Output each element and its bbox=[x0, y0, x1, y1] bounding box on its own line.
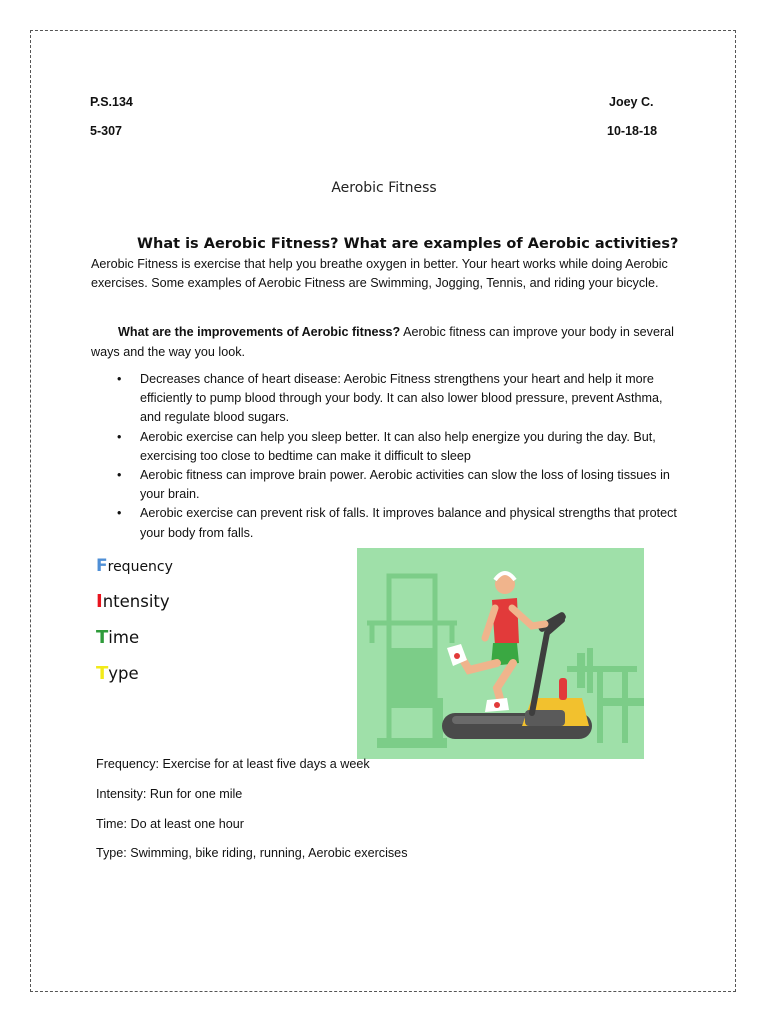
runner-on-treadmill-icon bbox=[357, 548, 644, 759]
list-item-text: Aerobic exercise can prevent risk of falls. It improves balance and physical strengths that protect your body from falls. bbox=[140, 506, 677, 540]
bullet-icon: • bbox=[117, 429, 122, 444]
date-label: 10-18-18 bbox=[607, 124, 658, 138]
q2-heading: What are the improvements of Aerobic fitness? bbox=[118, 325, 401, 339]
list-item-text: Decreases chance of heart disease: Aerobic Fitness strengthens your heart and help it more efficiently to pump blood through your body. It can also lower blood pressure, prevent Asthma, and regulate blood sugars. bbox=[140, 372, 663, 425]
fitt-frequency bbox=[96, 556, 173, 576]
list-item-text: Aerobic fitness can improve brain power. Aerobic activities can slow the loss of losing tissues in your brain. bbox=[140, 468, 670, 502]
school-label: P.S.134 bbox=[90, 95, 133, 109]
list-item bbox=[91, 428, 681, 466]
fitt-word: requency bbox=[107, 559, 173, 575]
fitt-time bbox=[96, 627, 139, 648]
q2-answer: Aerobic fitness can improve your body in several ways and the way you look. bbox=[91, 325, 674, 359]
detail-type: Type: Swimming, bike riding, running, Aerobic exercises bbox=[96, 846, 408, 860]
detail-frequency: Frequency: Exercise for at least five days a week bbox=[96, 757, 370, 771]
treadmill-illustration bbox=[357, 548, 644, 759]
fitt-word: ype bbox=[108, 664, 139, 683]
detail-intensity: Intensity: Run for one mile bbox=[96, 787, 243, 801]
list-item bbox=[91, 370, 681, 428]
improvements-list bbox=[91, 370, 681, 543]
q2-paragraph bbox=[91, 323, 681, 362]
fitt-letter: I bbox=[96, 591, 103, 612]
fitt-type bbox=[96, 663, 139, 684]
list-item-text: Aerobic exercise can help you sleep better. It can also help energize you during the day. But, exercising too close to bedtime can make it difficult to sleep bbox=[140, 429, 656, 463]
fitt-intensity bbox=[96, 591, 170, 612]
bullet-icon: • bbox=[117, 506, 122, 521]
list-item bbox=[91, 466, 681, 504]
bullet-icon: • bbox=[117, 372, 122, 386]
fitt-letter: F bbox=[96, 556, 108, 576]
detail-time: Time: Do at least one hour bbox=[96, 817, 244, 831]
fitt-word: ime bbox=[108, 628, 140, 647]
q1-answer: Aerobic Fitness is exercise that help you breathe oxygen in better. Your heart works while doing Aerobic exercises. Some examples of Aerobic Fitness are Swimming, Jogging, Tennis, and riding your bicycle. bbox=[91, 256, 668, 290]
student-name: Joey C. bbox=[609, 95, 654, 109]
q1-heading: What is Aerobic Fitness? What are examples of Aerobic activities? bbox=[137, 236, 679, 252]
class-label: 5-307 bbox=[90, 124, 122, 138]
q1-paragraph bbox=[91, 235, 686, 294]
fitt-letter: T bbox=[96, 627, 109, 648]
fitt-letter: T bbox=[96, 663, 109, 684]
list-item bbox=[91, 504, 681, 542]
page-title: Aerobic Fitness bbox=[331, 180, 437, 196]
fitt-word: ntensity bbox=[102, 592, 170, 611]
bullet-icon: • bbox=[117, 468, 122, 483]
